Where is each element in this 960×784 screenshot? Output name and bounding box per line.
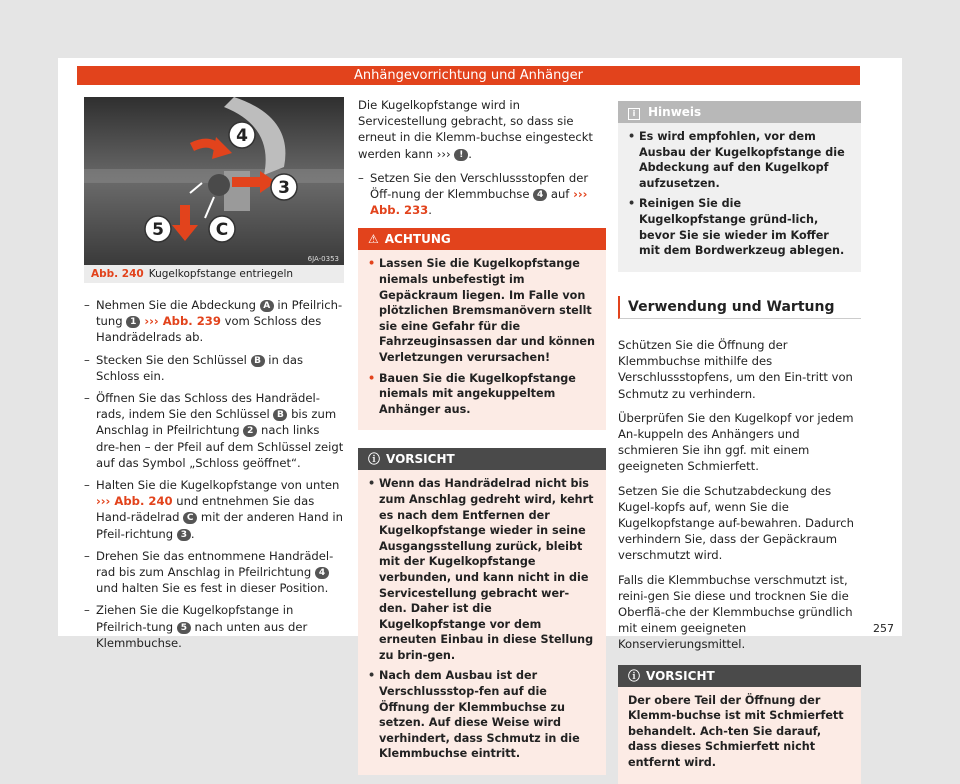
label-tag: 1 <box>126 316 140 328</box>
achtung-item: • Lassen Sie die Kugelkopfstange niemals unbefestigt im Gepäckraum liegen. Im Falle von plötzlichen Bremsmanövern stellt sie eine Gefahr für die Fahrzeuginsassen dar und können Verletzungen verursachen! <box>368 256 596 365</box>
callout-label-5: 5 <box>152 220 164 240</box>
achtung-header: ⚠ ACHTUNG <box>358 228 606 250</box>
vorsicht-header: ⓘ VORSICHT <box>358 448 606 470</box>
section-title: Verwendung und Wartung <box>618 296 861 319</box>
vorsicht-header-2: ⓘ VORSICHT <box>618 665 861 687</box>
info-icon: i <box>628 108 640 120</box>
step-item: – Halten Sie die Kugelkopfstange von unten ››› Abb. 240 und entnehmen Sie das Hand-rädelrad C mit der anderen Hand in Pfeil-richtung 3 . <box>84 477 344 542</box>
page-number: 257 <box>873 622 894 635</box>
label-tag: A <box>260 300 274 312</box>
label-tag: 4 <box>315 567 329 579</box>
warning-triangle-icon: ⚠ <box>368 232 379 247</box>
callout-label-4: 4 <box>236 126 248 146</box>
vorsicht-item: • Nach dem Ausbau ist der Verschlussstop-fen auf die Öffnung der Klemmbuchse zu setzen. Auf diese Weise wird verhindert, dass Schmutz in die Klemmbuchse eintritt. <box>368 668 596 762</box>
hinweis-item: • Reinigen Sie die Kugelkopfstange gründ-lich, bevor Sie sie wieder im Koffer mit dem Bordwerkzeug ablegen. <box>628 196 851 258</box>
label-tag: B <box>273 409 287 421</box>
label-tag: 3 <box>177 529 191 541</box>
callout-label-c: C <box>215 220 229 240</box>
caution-circle-icon: ⓘ <box>368 452 381 467</box>
vorsicht-text: Der obere Teil der Öffnung der Klemm-buchse ist mit Schmierfett behandelt. Ach-ten Sie darauf, dass dieses Schmierfett nicht entfernt wird. <box>628 693 844 769</box>
step-item: – Nehmen Sie die Abdeckung A in Pfeilrich-tung 1 ››› Abb. 239 vom Schloss des Handrädelrads ab. <box>84 297 344 346</box>
column-middle <box>358 97 606 775</box>
page-header: Anhängevorrichtung und Anhänger <box>77 66 860 85</box>
step-list-2 <box>358 170 606 219</box>
figure-caption <box>84 265 344 283</box>
vorsicht-item: • Wenn das Handrädelrad nicht bis zum Anschlag gedreht wird, kehrt es nach dem Entfernen der Kugelkopfstange wieder in seine Ausgangsstellung zurück, bleibt mit der Kugelkopfstange verbunden, und kann nicht in die Servicestellung gebracht wer-den. Daher ist die Kugelkopfstange vor dem erneuten Einbau in diese Stellung zu brin-gen. <box>368 476 596 663</box>
step-item: – Drehen Sie das entnommene Handrädel-rad bis zum Anschlag in Pfeilrichtung 4 und halten Sie es fest in dieser Position. <box>84 548 344 597</box>
vorsicht-box-2 <box>618 665 861 784</box>
label-tag: 5 <box>177 622 191 634</box>
achtung-item: • Bauen Sie die Kugelkopfstange niemals mit angekuppeltem Anhänger aus. <box>368 371 596 418</box>
figure-image <box>84 97 344 265</box>
step-item: – Setzen Sie den Verschlussstopfen der Öff-nung der Klemmbuchse 4 auf ››› Abb. 233. <box>358 170 606 219</box>
achtung-box <box>358 228 606 430</box>
callout-label-3: 3 <box>278 178 290 198</box>
step-item: – Öffnen Sie das Schloss des Handrädel-rads, indem Sie den Schlüssel B bis zum Anschlag in Pfeilrichtung 2 nach links dre-hen – der Pfeil auf dem Schlüssel zeigt auf das Symbol „Schloss geöffnet“. <box>84 390 344 471</box>
figure-number: Abb. 240 <box>91 268 144 280</box>
step-list <box>84 297 344 651</box>
column-left <box>84 97 344 657</box>
section-paragraph: Schützen Sie die Öffnung der Klemmbuchse mithilfe des Verschlussstopfens, um den Ein-tritt von Schmutz zu verhindern. <box>618 337 853 401</box>
caution-circle-icon: ⓘ <box>628 668 641 683</box>
hinweis-header: i Hinweis <box>618 101 861 123</box>
label-tag: 4 <box>533 189 547 201</box>
step-item: – Stecken Sie den Schlüssel B in das Schloss ein. <box>84 352 344 384</box>
label-tag: 2 <box>243 425 257 437</box>
label-tag: B <box>251 355 265 367</box>
hinweis-box <box>618 101 861 272</box>
figure-link[interactable]: ››› Abb. 240 <box>96 494 173 509</box>
column-right <box>618 97 861 784</box>
figure-link[interactable]: ››› Abb. 239 <box>140 314 221 329</box>
intro-paragraph: Die Kugelkopfstange wird in Servicestellung gebracht, so dass sie erneut in die Klemm-buchse eingesteckt werden kann ››› ! . <box>358 98 593 161</box>
image-code: 6JA-0353 <box>307 255 339 263</box>
vorsicht-box <box>358 448 606 775</box>
section-paragraph: Setzen Sie die Schutzabdeckung des Kugel-kopfs auf, wenn Sie die Kugelkopfstange auf-bewahren. Dadurch verhindern Sie, dass der Gepäckraum verschmutzt wird. <box>618 483 854 563</box>
figure-caption-text: Kugelkopfstange entriegeln <box>148 268 294 280</box>
section-paragraph: Überprüfen Sie den Kugelkopf vor jedem An-kuppeln des Anhängers und schmieren Sie ihn ggf. mit einem geeigneten Schmierfett. <box>618 410 854 474</box>
label-tag: C <box>183 512 197 524</box>
figure-link[interactable]: ››› Abb. 233 <box>370 187 588 218</box>
warning-icon: ! <box>454 149 468 161</box>
step-item: – Ziehen Sie die Kugelkopfstange in Pfeilrich-tung 5 nach unten aus der Klemmbuchse. <box>84 602 344 651</box>
section-paragraph: Falls die Klemmbuchse verschmutzt ist, reini-gen Sie diese und trocknen Sie die Oberflä-che der Klemmbuchse gründlich mit einem geeigneten Konservierungsmittel. <box>618 572 853 652</box>
hinweis-item: • Es wird empfohlen, vor dem Ausbau der Kugelkopfstange die Abdeckung auf den Kugelkopf aufzusetzen. <box>628 129 851 191</box>
